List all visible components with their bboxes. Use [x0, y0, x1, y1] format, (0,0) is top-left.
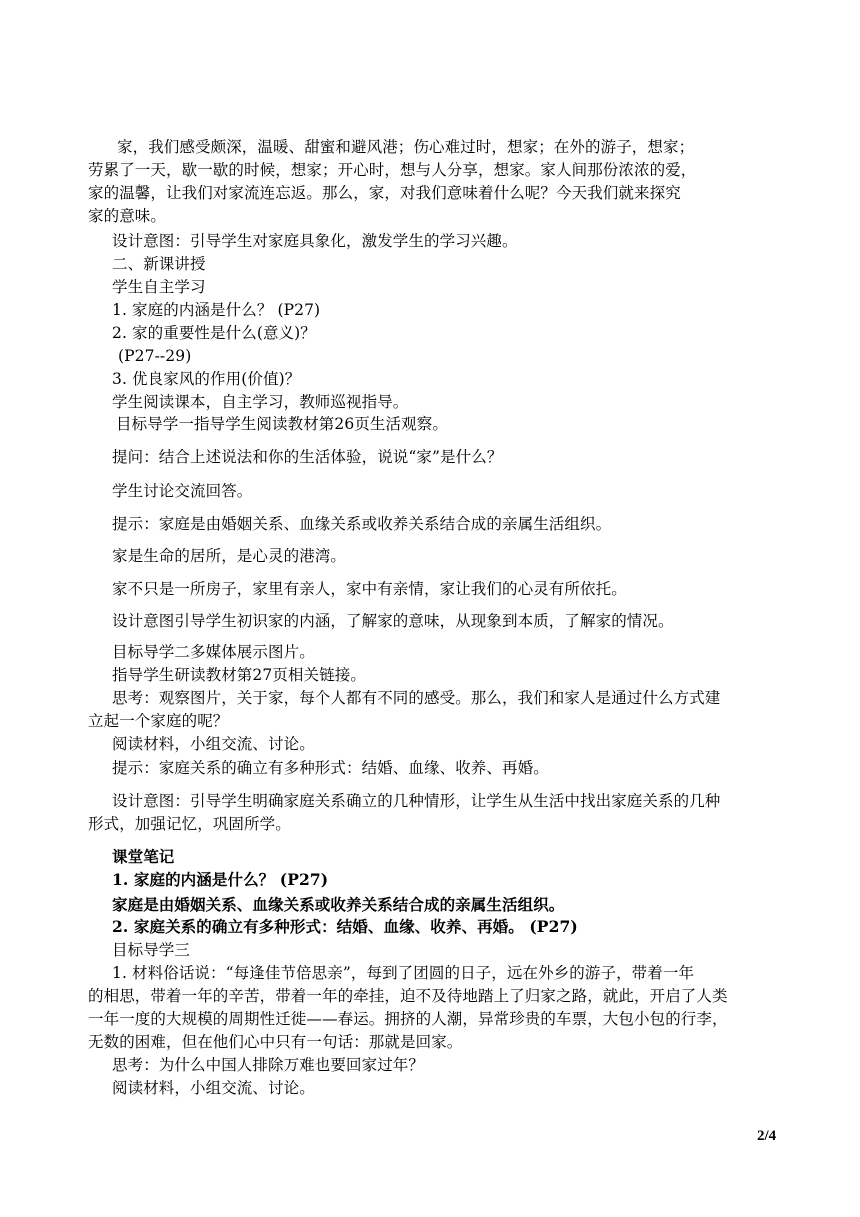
paragraph-line: 目标导学二多媒体展示图片。 — [112, 643, 315, 661]
paragraph-line: 目标导学三 — [112, 941, 191, 959]
paragraph-line: 阅读材料，小组交流、讨论。 — [112, 735, 315, 753]
list-item: 1. 家庭的内涵是什么？ (P27) — [112, 301, 321, 319]
paragraph-line: 立起一个家庭的呢？ — [88, 712, 229, 730]
paragraph-line: 的相思，带着一年的辛苦，带着一年的牵挂，迫不及待地踏上了归家之路，就此，开启了人类 — [88, 987, 728, 1005]
paragraph-line: 形式，加强记忆，巩固所学。 — [88, 815, 291, 833]
paragraph-line: 提示：家庭关系的确立有多种形式：结婚、血缘、收养、再婚。 — [112, 759, 549, 777]
paragraph-line: 阅读材料，小组交流、讨论。 — [112, 1079, 315, 1097]
notes-item: 1. 家庭的内涵是什么？ (P27) — [112, 870, 329, 889]
notes-item: 家庭是由婚姻关系、血缘关系或收养关系结合成的亲属生活组织。 — [112, 895, 565, 914]
list-item: 3. 优良家风的作用(价值)？ — [112, 370, 301, 388]
paragraph-line: 家不只是一所房子，家里有亲人，家中有亲情，家让我们的心灵有所依托。 — [112, 580, 627, 598]
paragraph-line: 指导学生研读教材第27页相关链接。 — [112, 666, 366, 684]
paragraph-line: 无数的困难，但在他们心中只有一句话：那就是回家。 — [88, 1033, 463, 1051]
paragraph-line: 提示：家庭是由婚姻关系、血缘关系或收养关系结合成的亲属生活组织。 — [112, 515, 612, 533]
paragraph-line: 家，我们感受颇深，温暖、甜蜜和避风港；伤心难过时，想家；在外的游子，想家； — [117, 138, 695, 156]
paragraph-line: 提问：结合上述说法和你的生活体验，说说“家”是什么？ — [112, 448, 503, 466]
paragraph-line: 家的温馨，让我们对家流连忘返。那么，家，对我们意味着什么呢？今天我们就来探究 — [88, 184, 681, 202]
design-intent-line: 设计意图：引导学生明确家庭关系确立的几种情形，让学生从生活中找出家庭关系的几种 — [112, 792, 721, 810]
notes-heading: 课堂笔记 — [112, 847, 175, 866]
page-number: 2/4 — [757, 1128, 777, 1144]
paragraph-line: 劳累了一天，歇一歇的时候，想家；开心时，想与人分享，想家。家人间那份浓浓的爱， — [88, 161, 697, 179]
paragraph-line: 1. 材料俗话说：“每逢佳节倍思亲”，每到了团圆的日子，远在外乡的游子，带着一年 — [112, 964, 695, 982]
paragraph-line: 思考：观察图片，关于家，每个人都有不同的感受。那么，我们和家人是通过什么方式建 — [112, 689, 721, 707]
paragraph-line: 学生阅读课本，自主学习，教师巡视指导。 — [112, 393, 409, 411]
paragraph-line: 目标导学一指导学生阅读教材第26页生活观察。 — [116, 415, 448, 433]
section-heading: 二、新课讲授 — [112, 255, 206, 273]
list-item: 2. 家的重要性是什么(意义)？ — [112, 324, 316, 342]
paragraph-line: 学生自主学习 — [112, 278, 206, 296]
design-intent-line: 设计意图引导学生初识家的内涵，了解家的意味，从现象到本质，了解家的情况。 — [112, 612, 674, 630]
paragraph-line: 一年一度的大规模的周期性迁徙——春运。拥挤的人潮，异常珍贵的车票，大包小包的行李， — [88, 1010, 728, 1028]
paragraph-line: 家的意味。 — [88, 207, 167, 225]
notes-item: 2. 家庭关系的确立有多种形式：结婚、血缘、收养、再婚。 (P27) — [112, 917, 578, 936]
paragraph-line: 学生讨论交流回答。 — [112, 482, 253, 500]
design-intent-line: 设计意图：引导学生对家庭具象化，激发学生的学习兴趣。 — [112, 232, 518, 250]
list-item-ref: (P27--29) — [118, 347, 192, 365]
paragraph-line: 家是生命的居所，是心灵的港湾。 — [112, 547, 347, 565]
paragraph-line: 思考：为什么中国人排除万难也要回家过年？ — [112, 1056, 425, 1074]
